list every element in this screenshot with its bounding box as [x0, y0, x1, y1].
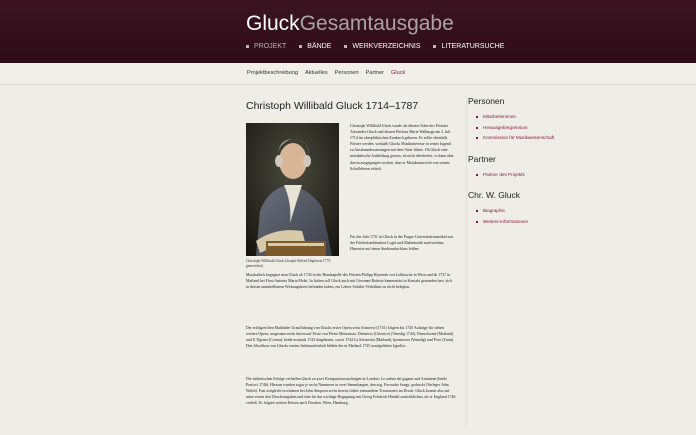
bullet-square-icon	[476, 221, 478, 223]
bullet-square-icon	[476, 174, 478, 176]
sidebar-divider	[466, 97, 467, 427]
site-header	[0, 0, 696, 63]
bullet-square-icon	[476, 127, 478, 129]
sidebar-link-label: Partner des Projekts	[483, 171, 525, 177]
nav-item-label: LITERATURSUCHE	[441, 43, 505, 50]
sidebar-link[interactable]	[468, 133, 598, 144]
sidebar-heading-gluck: Chr. W. Gluck	[468, 190, 520, 200]
nav-item-label: PROJEKT	[254, 43, 287, 50]
sidebar-link-label: Biographie	[483, 208, 505, 213]
sidebar-link[interactable]	[468, 217, 598, 228]
article-paragraph: Musikalisch begegnet man Gluck ab 1734 in der Hauskapelle des Fürsten Philipp Hyazinth von Lobkowitz in Wien und ab 1737 in Mailand bei Fürst Antonio Maria Melzi. In Italien soll Gluck auch mit Giovanni Battista Sammartini in Kontakt gestanden bzw. sich in dessen unmittelbarem Wirkungskreis befunden haben, ein Lehrer-Schüler-Verhältnis ist nicht belegbar.	[246, 273, 453, 290]
subnav-link-projektbeschreibung[interactable]: Projektbeschreibung	[247, 70, 298, 76]
sidebar-link[interactable]	[468, 170, 598, 181]
logo-light-part: Gesamtausgabe	[299, 12, 454, 35]
subnav-link-aktuelles[interactable]: Aktuelles	[305, 70, 328, 76]
sidebar-list-gluck	[468, 206, 598, 227]
nav-item-literatursuche[interactable]	[433, 43, 504, 50]
sidebar-link-label: Herausgebergremium	[483, 124, 528, 130]
article-paragraph: Die italienischen Erfolge verhalfen Gluck zu zwei Kompositionsaufträgen in London: La caduta dei giganti und Artamene (beide Pasticci 1746). Hieraus wurden sogar je sechs Nummern in zwei Sammlungen, den sog. Favourite Songs, gedruckt (Verleger John Walsh). Fast zeitgleich erschienen bei John Simpson sechs bereits früher entstandene Triosonaten im Druck. Gluck konnte also auf seine ersten drei Druckausgaben und eine für ihn wichtige Begegnung mit Georg Friedrich Händel zurückblicken, als er England 1746 verließ. Es folgten weitere Reisen nach Dresden, Wien, Hamburg,	[246, 377, 456, 406]
nav-item-baende[interactable]	[299, 43, 331, 50]
sidebar	[468, 96, 598, 237]
nav-item-projekt[interactable]	[246, 43, 286, 50]
subnav-link-gluck[interactable]: Gluck	[391, 70, 406, 76]
sub-nav	[0, 63, 696, 85]
sidebar-list-partner	[468, 170, 598, 181]
main-nav	[246, 43, 517, 50]
sidebar-heading-personen: Personen	[468, 96, 505, 106]
article-paragraph: Christoph Willibald Gluck wurde als ältester Sohn des Försters Alexander Gluck und dessen Ehefrau Maria Walburga am 2. Juli 1714 im oberpfälzischen Erasbach geboren. Er sollte ebenfalls Förster werden, weshalb Glucks Musikinteresse in seiner Jugend zu Auseinandersetzungen mit dem Vater führte. Ob Gluck eine musikalische Ausbildung genoss, ist nicht überliefert, es kann aber davon ausgegangen werden, dass er Musikunterricht von seinen Schullehrern erhielt.	[350, 124, 454, 171]
sidebar-link[interactable]	[468, 112, 598, 123]
sidebar-list-personen	[468, 112, 598, 144]
sidebar-link-label: Weitere Informationen	[483, 218, 529, 224]
bullet-square-icon	[476, 210, 478, 212]
sidebar-link[interactable]	[468, 123, 598, 134]
article-paragraph: Der erfolgreichen Mailänder Uraufführung von Glucks erster Opera seria Artaserse (1741) folgten bis 1745 Aufträge für sieben weitere Opern, insgesamt sechs davon auf Texte von Pietro Metastasio: Demetrio (Cleonice) (Venedig 1742), Demofoonte (Mailand) und Il Tigrane (Crema), beide erstmals 1743 dargeboten, sowie 1744 La Sofonisba (Mailand), Ipermestra (Venedig) und Poro (Turin). Den Abschluss von Glucks erstem Italienaufenthalt bildete der in Mailand 1745 uraufgeführte Ippolito.	[246, 326, 455, 349]
nav-item-label: WERKVERZEICHNIS	[352, 43, 421, 50]
nav-item-werkverzeichnis[interactable]	[344, 43, 420, 50]
portrait-image	[246, 123, 339, 256]
subnav-link-personen[interactable]: Personen	[334, 70, 359, 76]
page-title: Christoph Willibald Gluck 1714–1787	[246, 100, 419, 112]
sidebar-link-label: Mitarbeiterinnen	[483, 114, 516, 119]
bullet-square-icon	[476, 116, 478, 118]
portrait-caption: Christoph Willibald Gluck (Joseph-Siffred Duplessis 1775; gemeinfrei)	[246, 259, 332, 268]
site-logo[interactable]	[246, 12, 454, 36]
bullet-square-icon	[344, 45, 347, 48]
logo-bold-part: Gluck	[246, 12, 300, 35]
sidebar-heading-partner: Partner	[468, 153, 496, 164]
sidebar-link[interactable]	[468, 206, 598, 217]
article	[246, 100, 456, 406]
article-paragraph: Für das Jahr 1731 ist Gluck in der Prager Universitätsmatrikel mit der Fächerkombination Logik und Mathematik nachweisbar, Hinweise auf einen Studienabschluss fehlen.	[350, 235, 453, 252]
bullet-square-icon	[476, 137, 478, 139]
bullet-square-icon	[246, 45, 249, 48]
sidebar-link-label: Kommission für Musikwissenschaft	[483, 135, 555, 140]
bullet-square-icon	[299, 45, 302, 48]
subnav-link-partner[interactable]: Partner	[365, 70, 384, 76]
nav-item-label: BÄNDE	[307, 43, 332, 50]
bullet-square-icon	[433, 45, 436, 48]
